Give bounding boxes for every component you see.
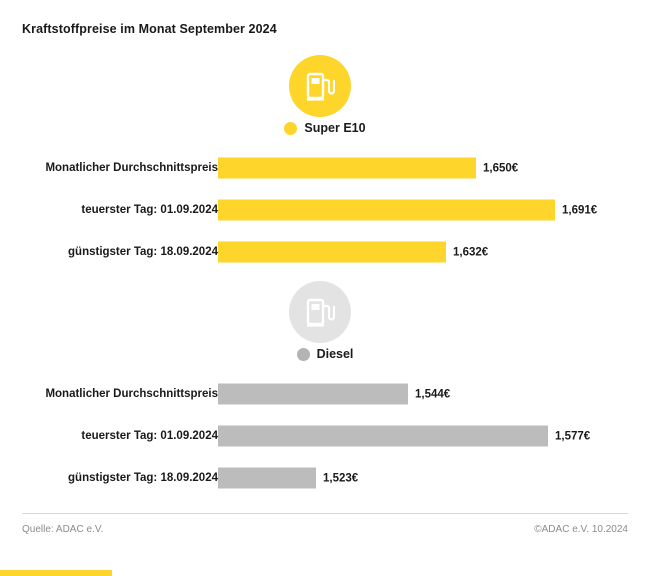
legend-super-e10 [0,121,650,135]
bar-track [218,426,591,447]
bar-label: günstigster Tag: 18.09.2024 [68,472,218,484]
bar-value: 1,650€ [483,162,519,174]
page-title: Kraftstoffpreise im Monat September 2024 [22,22,277,36]
bar-label: Monatlicher Durchschnittspreis [45,388,218,400]
bar-value: 1,544€ [415,388,451,400]
legend-dot-icon [284,122,297,135]
fuel-group-super-e10 [0,55,650,273]
bar-label: teuerster Tag: 01.09.2024 [81,204,218,216]
bar-label: günstigster Tag: 18.09.2024 [68,246,218,258]
legend-diesel [0,347,650,361]
fuel-pump-icon [289,55,351,117]
bar-value: 1,577€ [555,430,591,442]
bar-row [0,373,650,415]
legend-dot-icon [297,348,310,361]
bar-fill [218,384,408,405]
group-badge-super-e10 [0,55,650,135]
bar-row [0,231,650,273]
bar-track [218,158,519,179]
accent-bar [0,570,112,576]
bar-fill [218,426,548,447]
bar-fill [218,200,555,221]
bar-list-diesel [0,373,650,499]
bar-fill [218,242,446,263]
bar-label: teuerster Tag: 01.09.2024 [81,430,218,442]
bar-label: Monatlicher Durchschnittspreis [45,162,218,174]
bar-track [218,468,359,489]
bar-row [0,147,650,189]
copyright-note: ©ADAC e.V. 10.2024 [534,524,628,535]
bar-row [0,415,650,457]
bar-track [218,242,489,263]
bar-fill [218,468,316,489]
bar-row [0,457,650,499]
fuel-pump-icon [289,281,351,343]
bar-track [218,200,598,221]
bar-value: 1,632€ [453,246,489,258]
legend-label: Diesel [316,347,354,361]
bar-track [218,384,451,405]
footer-divider [22,513,628,514]
group-badge-diesel [0,281,650,361]
fuel-group-diesel [0,281,650,499]
bar-list-super-e10 [0,147,650,273]
bar-value: 1,523€ [323,472,359,484]
legend-label: Super E10 [304,121,366,135]
bar-value: 1,691€ [562,204,598,216]
bar-fill [218,158,476,179]
bar-row [0,189,650,231]
source-note: Quelle: ADAC e.V. [22,524,104,535]
